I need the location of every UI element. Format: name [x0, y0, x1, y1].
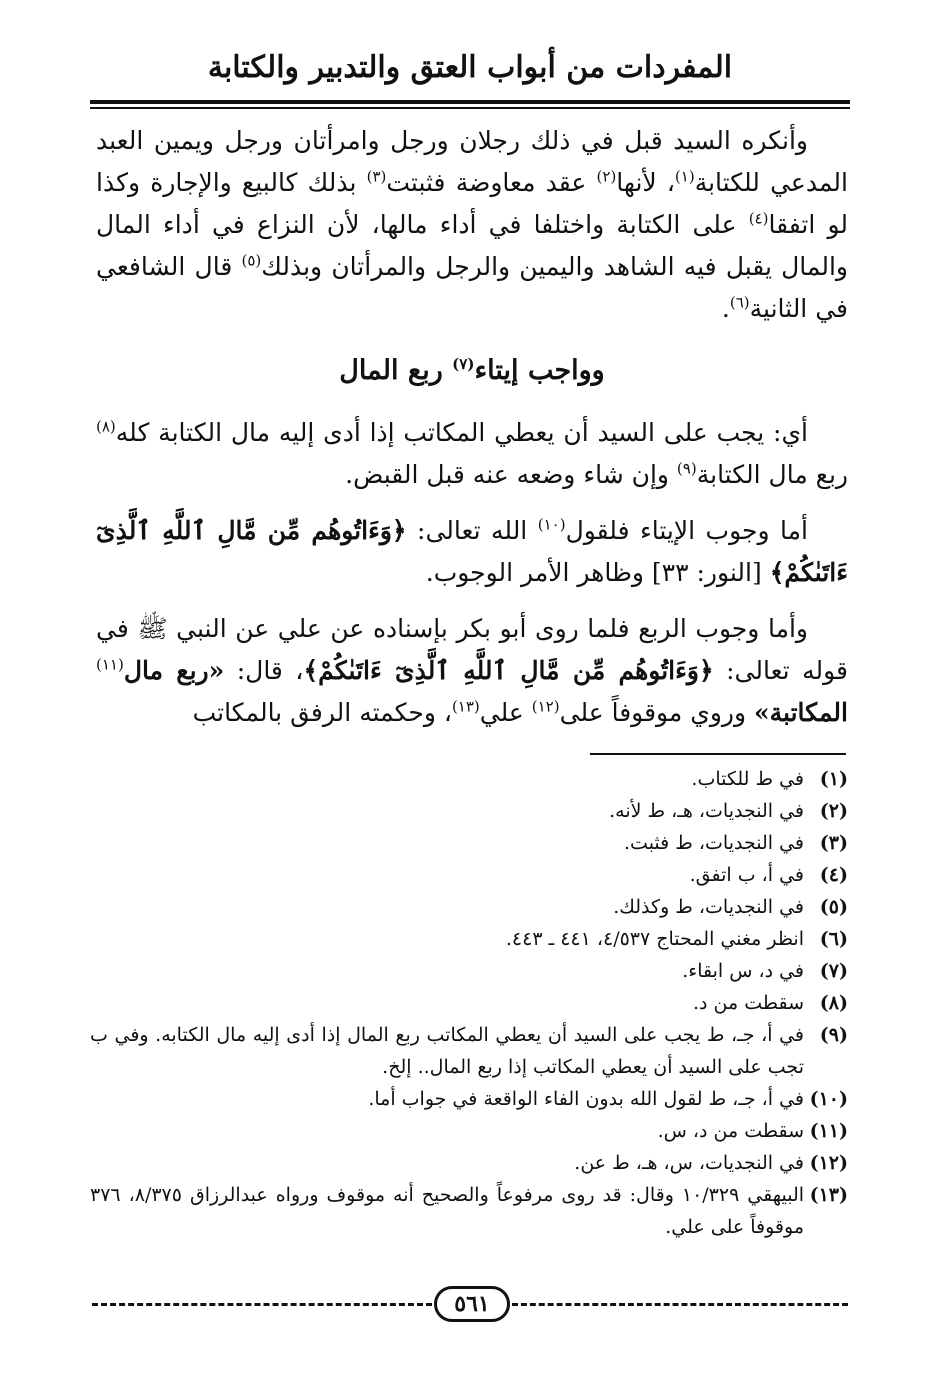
footnote-text: في النجديات، هـ، ط لأنه. [609, 800, 804, 822]
footnote-text: في ط للكتاب. [691, 768, 804, 790]
footnote-number: (٩) [819, 1024, 848, 1046]
text-run: أي: يجب على السيد أن يعطي المكاتب إذا أدى إليه مال الكتابة كله [115, 418, 808, 447]
footnote-item [90, 1019, 848, 1083]
quran-verse: ﴿وَءَاتُوهُم مِّن مَّالِ ٱللَّهِ ٱلَّذِىٓ ءَاتَىٰكُمْ﴾ [96, 516, 848, 587]
footnote-ref[interactable]: (٦) [729, 293, 750, 312]
text-run: علي [479, 698, 532, 727]
paragraph-3 [96, 510, 848, 594]
paragraph-2 [96, 412, 848, 496]
quran-verse: ﴿وَءَاتُوهُم مِّن مَّالِ ٱللَّهِ ٱلَّذِىٓ ءَاتَىٰكُمْ﴾ [303, 656, 714, 685]
footnote-number: (٥) [819, 896, 848, 918]
footnote-number: (١١) [809, 1120, 848, 1142]
footnote-item [90, 827, 848, 859]
footnote-number: (٧) [819, 960, 848, 982]
heading-text: ربع المال [339, 355, 453, 386]
main-text [96, 120, 848, 734]
footnote-number: (١٠) [809, 1088, 848, 1110]
footnote-text: في النجديات، ط فثبت. [624, 832, 804, 854]
footnote-ref[interactable]: (١٢) [531, 697, 560, 716]
footnote-ref[interactable]: (٨) [96, 417, 116, 436]
footnote-number: (٨) [819, 992, 848, 1014]
footnote-ref[interactable]: (٢) [596, 167, 617, 186]
footnote-ref[interactable]: (٤) [748, 209, 769, 228]
text-run: وإن شاء وضعه عنه قبل القبض. [345, 460, 677, 489]
text-run: قال الشافعي في الثانية [96, 252, 848, 323]
footnote-number: (٦) [819, 928, 848, 950]
text-run: الله تعالى: [406, 516, 538, 545]
footnote-number: (٤) [819, 864, 848, 886]
footer-dashed-rule-right [512, 1303, 848, 1306]
text-run: وأما وجوب الربع فلما روى أبو بكر بإسناده عن علي عن النبي ﷺ في قوله تعالى: [96, 614, 848, 685]
header-rule-thin [90, 107, 850, 109]
text-run: وأنكره السيد قبل في ذلك رجلان ورجل وامرأتان ورجل ويمين العبد المدعي للكتابة [96, 126, 848, 197]
footnote-item [90, 987, 848, 1019]
text-run: ربع مال الكتابة [696, 460, 848, 489]
paragraph-gap [96, 496, 848, 510]
header-title: المفردات من أبواب العتق والتدبير والكتابة [207, 50, 733, 85]
footnote-number: (١٣) [809, 1184, 848, 1206]
hadith-quote: المكاتبة» [754, 698, 848, 727]
footnote-text: البيهقي ١٠/٣٢٩ وقال: قد روى مرفوعاً والصحيح أنه موقوف ورواه عبدالرزاق ٨/٣٧٥، ٣٧٦ موقوفاً على علي. [90, 1184, 805, 1238]
footnote-text: في د، س ابقاء. [682, 960, 804, 982]
footnote-separator [590, 753, 846, 755]
footnote-item [90, 891, 848, 923]
footnote-text: في أ، جـ، ط يجب على السيد أن يعطي المكاتب ربع المال إذا أدى إليه مال الكتابه. وفي ب تجب على السيد أن يعطي المكاتب إذا ربع المال.. إلخ. [90, 1024, 804, 1078]
footnote-item [90, 1179, 848, 1243]
footnote-text: في أ، جـ، ط لقول الله بدون الفاء الواقعة في جواب أما. [368, 1088, 804, 1110]
running-header [90, 40, 850, 100]
paragraph-4 [96, 608, 848, 734]
page-number: ٥٦١ [434, 1286, 510, 1322]
text-run: . [721, 294, 730, 323]
footnote-item [90, 763, 848, 795]
footnote-text: في النجديات، ط وكذلك. [613, 896, 804, 918]
hadith-quote: «ربع مال [123, 656, 225, 685]
footnote-item [90, 923, 848, 955]
text-run: [النور: ٣٣] وظاهر الأمر الوجوب. [425, 558, 770, 587]
footnote-ref[interactable]: (١٠) [537, 515, 566, 534]
footnote-ref[interactable]: (٣) [366, 167, 387, 186]
footnote-ref[interactable]: (٧) [452, 355, 475, 373]
section-heading [96, 350, 848, 392]
paragraph-1 [96, 120, 848, 330]
text-run: على الكتابة واختلفا في أداء مالها، لأن النزاع في أداء المال والمال يقبل فيه الشاهد واليمين والرجل والمرأتان وبذلك [96, 210, 848, 281]
text-run: وروي موقوفاً على [559, 698, 755, 727]
footnotes [90, 763, 848, 1243]
text-run: ، لأنها [616, 168, 675, 197]
heading-text: وواجب إيتاء [474, 355, 605, 386]
footnote-ref[interactable]: (٩) [676, 459, 697, 478]
footnote-text: في النجديات، س، هـ، ط عن. [574, 1152, 804, 1174]
footnote-item [90, 859, 848, 891]
text-run: عقد معاوضة فثبتت [386, 168, 597, 197]
footnote-number: (١٢) [809, 1152, 848, 1174]
footnote-number: (٣) [819, 832, 848, 854]
footnote-item [90, 795, 848, 827]
footnote-ref[interactable]: (١) [674, 167, 695, 186]
footnote-item [90, 1147, 848, 1179]
footnote-number: (١) [819, 768, 848, 790]
footer-dashed-rule-left [92, 1303, 432, 1306]
footnote-item [90, 955, 848, 987]
text-run: ، وحكمته الرفق بالمكاتب [192, 698, 452, 727]
footnote-number: (٢) [819, 800, 848, 822]
footnote-ref[interactable]: (٥) [241, 251, 262, 270]
text-run: أما وجوب الإيتاء فلقول [565, 516, 808, 545]
footnote-item [90, 1115, 848, 1147]
footnote-text: انظر مغني المحتاج ٤/٥٣٧، ٤٤١ ـ ٤٤٣. [505, 928, 804, 950]
paragraph-gap [96, 594, 848, 608]
footnote-ref[interactable]: (١١) [96, 655, 124, 674]
footnote-text: في أ، ب اتفق. [689, 864, 804, 886]
footnote-text: سقطت من د. [693, 992, 804, 1014]
footnote-item [90, 1083, 848, 1115]
footnote-text: سقطت من د، س. [657, 1120, 804, 1142]
text-run: بذلك كالبيع والإجارة وكذا لو اتفقا [96, 168, 849, 239]
text-run: ، قال: [224, 656, 304, 685]
footnote-ref[interactable]: (١٣) [451, 697, 480, 716]
header-rule-thick [90, 100, 850, 104]
